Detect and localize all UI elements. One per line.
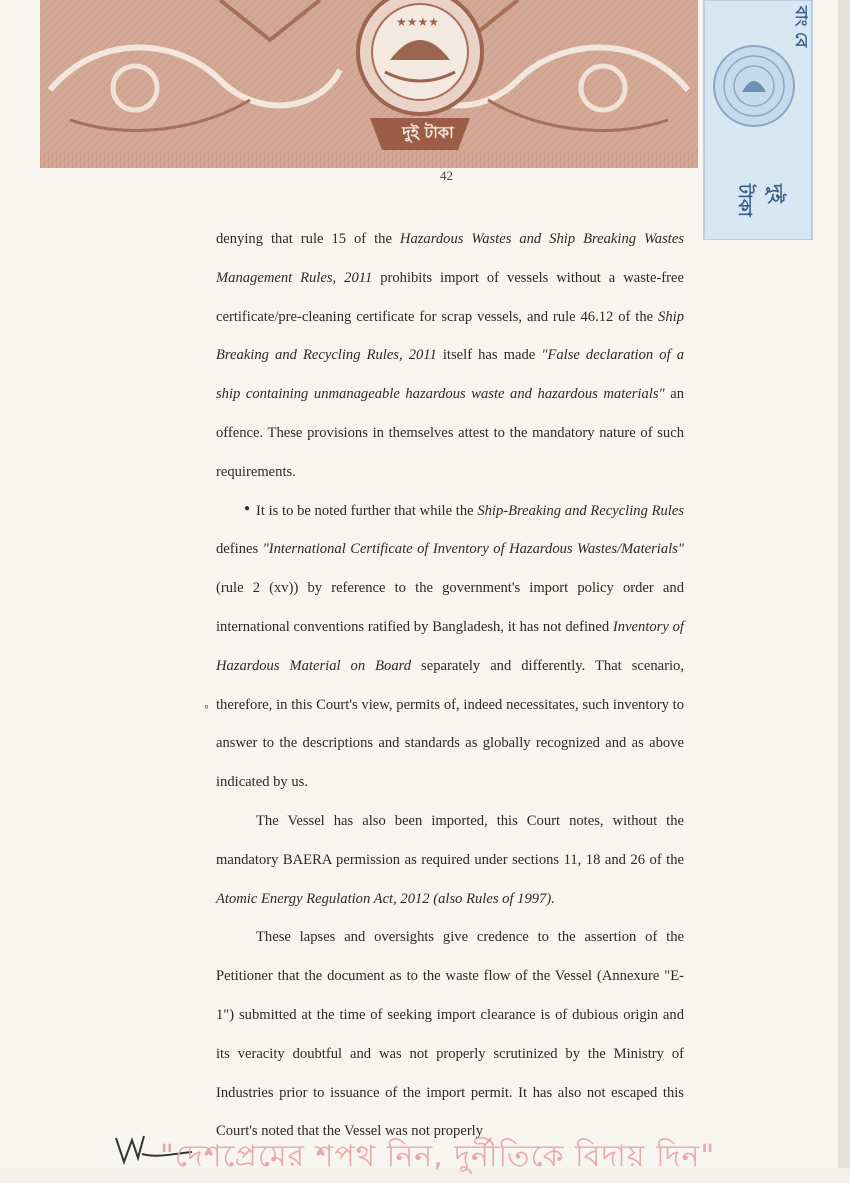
page-number: 42 — [440, 168, 453, 183]
italic-text: Ship Breaking and Recycling Rules, 2011 — [216, 308, 684, 364]
page-edge — [838, 0, 850, 1168]
banner-ornament-graphic — [40, 0, 698, 172]
text-run: The Vessel has also been imported, this Court notes, without the mandatory BAERA permission as required under sections 11, 18 and 26 of the — [216, 812, 684, 868]
banner-value-label: দুই টাকা — [402, 123, 454, 142]
stamp-paper-banner — [40, 0, 698, 172]
judgment-body — [216, 220, 684, 1151]
italic-text: Inventory of Hazardous Material on Board — [216, 618, 684, 674]
text-run: prohibits import of vessels without a waste-free certificate/pre-cleaning certificate for scrap vessels, and rule 46.12 of the — [216, 269, 684, 325]
stamp-value-label: দুই টাকা — [734, 184, 786, 217]
text-run: an offence. These provisions in themselves attest to the mandatory nature of such requirements. — [216, 386, 684, 480]
text-run: It is to be noted further that while the — [256, 502, 478, 519]
text-run: These lapses and oversights give credence to the assertion of the Petitioner that the document as to the waste flow of the Vessel (Annexure "E-1") submitted at the time of seeking import clearance is of dubious origin and its veracity doubtful and was not properly scrutinized by the Ministry of Industries prior to issuance of the import permit. It has also not escaped this Court's noted that the Vessel was not properly — [216, 929, 684, 1140]
italic-text: Atomic Energy Regulation Act, 2012 (also Rules of 1997). — [216, 890, 555, 907]
text-run: denying that rule 15 of the — [216, 231, 400, 247]
paragraph — [216, 220, 684, 492]
italic-text: Hazardous Wastes and Ship Breaking Wastes Management Rules, 2011 — [216, 231, 684, 286]
paragraph — [216, 918, 684, 1151]
stamp-edge-text: বাং বে — [792, 6, 811, 48]
paragraph — [216, 492, 684, 802]
margin-mark-dot: ● — [244, 503, 251, 514]
italic-text: "False declaration of a ship containing unmanageable hazardous waste and hazardous materials" — [216, 347, 684, 403]
italic-text: Ship-Breaking and Recycling Rules — [477, 502, 684, 519]
bottom-motto-watermark: "দেশপ্রেমের শপথ নিন, দুর্নীতিকে বিদায় দিন" — [160, 1139, 716, 1174]
margin-mark-n: ◦ — [204, 700, 209, 715]
revenue-stamp — [698, 0, 816, 240]
text-run: defines — [216, 541, 263, 558]
paragraph — [216, 802, 684, 918]
text-run: separately and differently. That scenario, therefore, in this Court's view, permits of, indeed necessitates, such inventory to answer to the descriptions and standards as globally recognized and as above indicated by us. — [216, 657, 684, 791]
svg-text:★★★★: ★★★★ — [396, 15, 440, 29]
text-run: itself has made — [436, 347, 542, 364]
italic-text: "International Certificate of Inventory of Hazardous Wastes/Materials" — [262, 541, 684, 558]
text-run: (rule 2 (xv)) by reference to the government's import policy order and international conventions ratified by Bangladesh, it has not defined — [216, 580, 684, 635]
